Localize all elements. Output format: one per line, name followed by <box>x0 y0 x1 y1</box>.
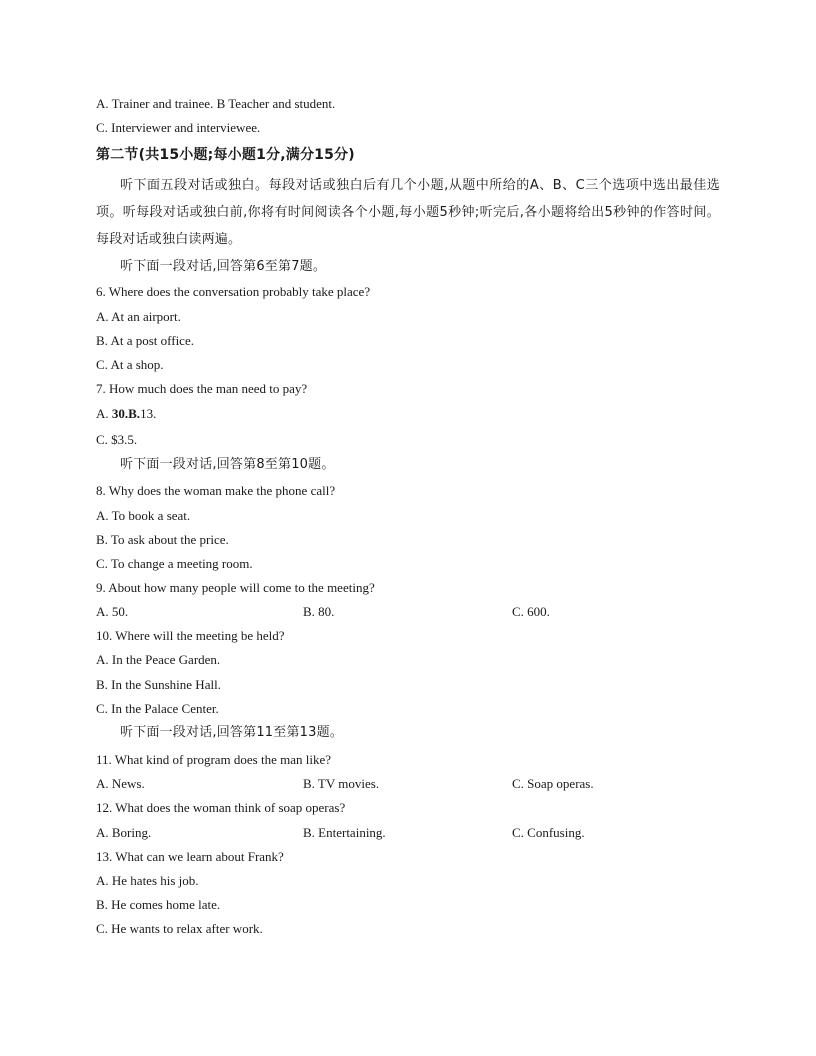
option-c: C. To change a meeting room. <box>96 556 253 571</box>
option-c: C. $3.5. <box>96 432 138 447</box>
option-row <box>96 775 720 793</box>
option-a: A. He hates his job. <box>96 873 199 888</box>
option-a <box>96 405 156 423</box>
option-c: C. At a shop. <box>96 357 164 372</box>
question-text: 9. About how many people will come to the meeting? <box>96 580 375 595</box>
option-a-rest: 13. <box>140 406 157 421</box>
question-text: 11. What kind of program does the man like? <box>96 752 332 767</box>
option-a-bold: 30.B. <box>111 406 141 421</box>
option-b: B. TV movies. <box>303 776 380 791</box>
question-text: 6. Where does the conversation probably take place? <box>96 284 371 299</box>
question-text: 10. Where will the meeting be held? <box>96 628 285 643</box>
option-line: C. Interviewer and interviewee. <box>96 120 261 135</box>
option-b: B. 80. <box>303 604 335 619</box>
option-a: A. 50. <box>96 604 129 619</box>
option-a-prefix: A. <box>96 406 112 421</box>
option-a: A. To book a seat. <box>96 508 191 523</box>
option-b: B. To ask about the price. <box>96 532 229 547</box>
option-b: B. Entertaining. <box>303 825 386 840</box>
option-a: A. In the Peace Garden. <box>96 652 221 667</box>
dialogue-note: 听下面一段对话,回答第6至第7题。 <box>120 259 327 274</box>
option-a: A. At an airport. <box>96 309 181 324</box>
option-b: B. At a post office. <box>96 333 194 348</box>
question-text: 7. How much does the man need to pay? <box>96 381 308 396</box>
question-text: 12. What does the woman think of soap operas? <box>96 800 346 815</box>
option-b: B. He comes home late. <box>96 897 221 912</box>
option-line: A. Trainer and trainee. B Teacher and student. <box>96 96 336 111</box>
option-a: A. Boring. <box>96 825 152 840</box>
option-c: C. 600. <box>512 604 550 619</box>
option-row <box>96 824 720 842</box>
option-a: A. News. <box>96 776 145 791</box>
option-row <box>96 603 720 621</box>
question-text: 13. What can we learn about Frank? <box>96 849 284 864</box>
section-instructions: 听下面五段对话或独白。每段对话或独白后有几个小题,从题中所给的A、B、C三个选项中选出最佳选项。听每段对话或独白前,你将有时间阅读各个小题,每小题5秒钟;听完后,各小题将给出5秒钟的作答时间。每段对话或独白读两遍。 <box>96 178 720 247</box>
option-c: C. Soap operas. <box>512 776 594 791</box>
option-b: B. In the Sunshine Hall. <box>96 677 221 692</box>
dialogue-note: 听下面一段对话,回答第11至第13题。 <box>120 725 344 740</box>
section-heading: 第二节(共15小题;每小题1分,满分15分) <box>96 147 355 163</box>
dialogue-note: 听下面一段对话,回答第8至第10题。 <box>120 457 335 472</box>
option-c: C. In the Palace Center. <box>96 701 219 716</box>
option-c: C. He wants to relax after work. <box>96 921 263 936</box>
question-text: 8. Why does the woman make the phone call? <box>96 483 336 498</box>
option-c: C. Confusing. <box>512 825 585 840</box>
